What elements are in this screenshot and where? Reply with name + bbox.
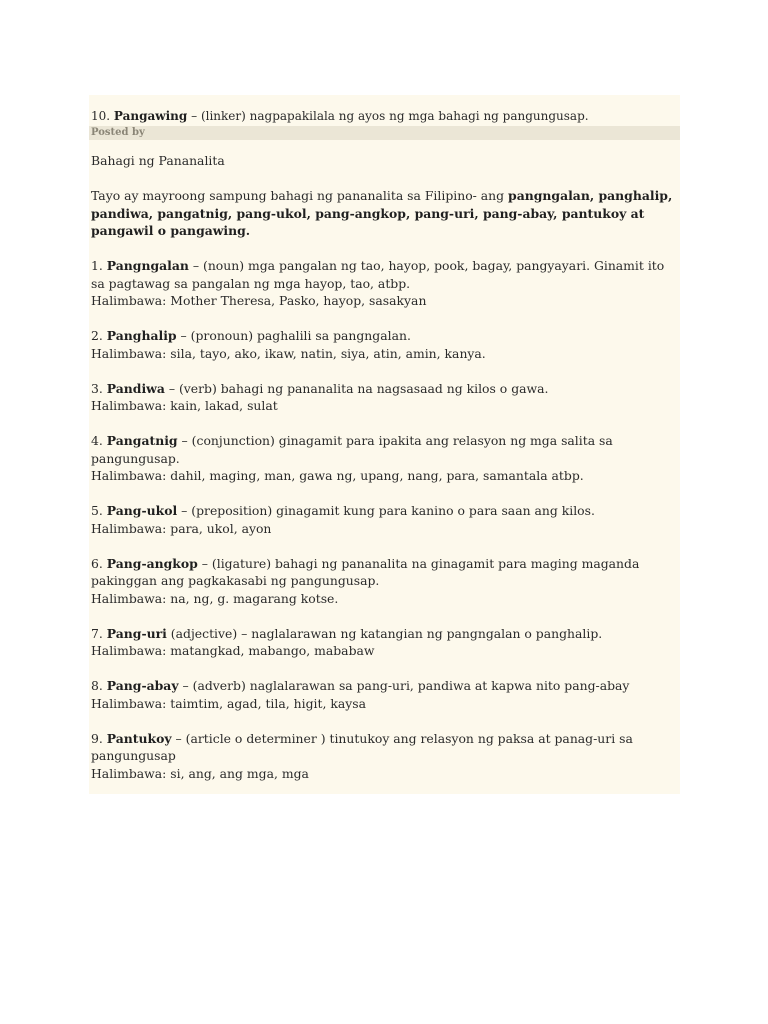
entry-definition: – (preposition) ginagamit kung para kanino o para saan ang kilos. — [177, 503, 595, 518]
entry-term: Pangatnig — [106, 433, 178, 448]
entry-number: 7. — [91, 625, 103, 641]
entry-term: Pang-ukol — [106, 503, 178, 518]
entry-definition: – (article o determiner ) tinutukoy ang relasyon ng paksa at panag-uri sa pangungusap — [91, 730, 633, 763]
entry-definition: – (ligature) bahagi ng pananalita na ginagamit para maging maganda pakinggan ang pagkakasabi ng pangungusap. — [91, 555, 640, 588]
entry-pangngalan — [91, 257, 676, 310]
intro-bold-list: pangngalan, panghalip, pandiwa, pangatnig, pang-ukol, pang-angkop, pang-uri, pang-abay, pantukoy at pangawil o pangawing. — [91, 188, 673, 238]
entry-pandiwa — [91, 380, 676, 415]
entry-panghalip — [91, 327, 676, 362]
entry-definition: – (pronoun) paghalili sa pangngalan. — [176, 328, 411, 343]
entry-definition: – (linker) nagpapakilala ng ayos ng mga bahagi ng pangungusap. — [191, 109, 589, 123]
entry-term: Pantukoy — [106, 730, 172, 746]
entry-definition: – (noun) mga pangalan ng tao, hayop, pook, bagay, pangyayari. Ginamit ito sa pagtawag sa pangalan ng mga hayop, tao, atbp. — [91, 258, 665, 291]
entry-pang-angkop — [91, 555, 676, 608]
entry-pang-abay — [91, 677, 676, 712]
entry-example: Halimbawa: Mother Theresa, Pasko, hayop, sasakyan — [91, 293, 427, 308]
entry-number: 4. — [91, 433, 103, 448]
entry-term: Pang-uri — [106, 625, 167, 641]
entry-example: Halimbawa: si, ang, ang mga, mga — [91, 765, 309, 781]
entry-example: Halimbawa: kain, lakad, sulat — [91, 398, 278, 413]
entry-example: Halimbawa: dahil, maging, man, gawa ng, upang, nang, para, samantala atbp. — [91, 468, 584, 483]
entry-term: Pang-angkop — [106, 555, 198, 571]
posted-by-bar — [89, 126, 680, 140]
entry-term: Pangngalan — [106, 258, 189, 273]
entry-number: 5. — [91, 503, 103, 518]
entry-definition: – (adverb) naglalarawan sa pang-uri, pandiwa at kapwa nito pang-abay — [178, 678, 630, 693]
entry-definition: (adjective) – naglalarawan ng katangian ng pangngalan o panghalip. — [166, 625, 603, 641]
entry-number: 6. — [91, 555, 103, 571]
entry-pang-uri — [91, 625, 676, 660]
article-body — [91, 152, 676, 800]
entry-definition: – (conjunction) ginagamit para ipakita ang relasyon ng mga salita sa pangungusap. — [91, 433, 613, 466]
entry-term: Panghalip — [106, 328, 177, 343]
document-panel — [89, 95, 680, 794]
article-heading: Bahagi ng Pananalita — [91, 153, 225, 168]
entry-example: Halimbawa: matangkad, mabango, mababaw — [91, 643, 375, 658]
posted-by-label: Posted by — [91, 127, 145, 138]
entry-pangatnig — [91, 432, 676, 485]
entry-pang-ukol — [91, 502, 676, 537]
entry-example: Halimbawa: na, ng, g. magarang kotse. — [91, 590, 339, 606]
entry-term: Pang-abay — [106, 678, 179, 693]
entry-term: Pandiwa — [106, 380, 165, 396]
entry-pangawing — [89, 109, 682, 123]
entry-pantukoy — [91, 730, 676, 783]
entry-number: 10. — [91, 109, 111, 123]
entry-number: 2. — [91, 328, 103, 343]
entry-number: 3. — [91, 380, 103, 396]
entry-definition: – (verb) bahagi ng pananalita na nagsasaad ng kilos o gawa. — [164, 380, 549, 396]
entry-term: Pangawing — [113, 109, 188, 123]
entry-example: Halimbawa: para, ukol, ayon — [91, 520, 272, 536]
entry-example: Halimbawa: sila, tayo, ako, ikaw, natin, siya, atin, amin, kanya. — [91, 345, 486, 361]
entry-number: 8. — [91, 678, 103, 693]
entry-example: Halimbawa: taimtim, agad, tila, higit, kaysa — [91, 695, 366, 711]
intro-paragraph — [91, 187, 676, 240]
entry-number: 1. — [91, 258, 103, 273]
entry-number: 9. — [91, 730, 103, 746]
intro-text: Tayo ay mayroong sampung bahagi ng pananalita sa Filipino- ang — [91, 188, 509, 203]
